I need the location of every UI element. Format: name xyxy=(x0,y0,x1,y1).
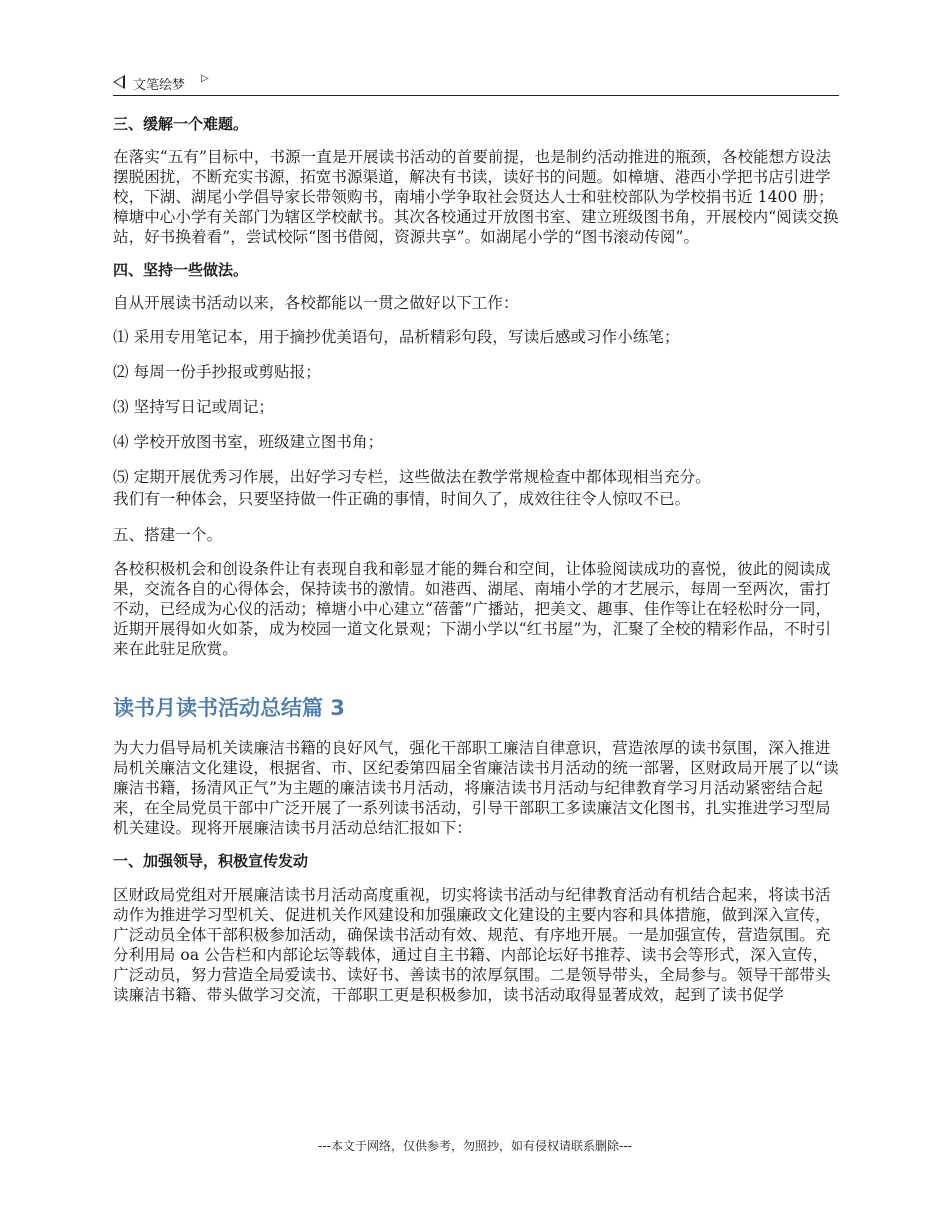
paragraph: 各校积极机会和创设条件让有表现自我和彰显才能的舞台和空间，让体验阅读成功的喜悦，彼此的阅读成果，交流各自的心得体会，保持读书的激情。如港西、湖尾、南埔小学的才艺展示，每周一至两次，雷打不动，已经成为心仪的活动；樟塘小中心建立“蓓蕾”广播站，把美文、趣事、佳作等让在轻松时分一同，近期开展得如火如荼，成为校园一道文化景观；下湖小学以“红书屋”为，汇聚了全校的精彩作品，不时引来在此驻足欣赏。 xyxy=(113,560,832,658)
section-heading-4: 四、坚持一些做法。 xyxy=(113,261,249,279)
triangle-left-icon xyxy=(113,75,125,89)
list-item: ⑴ 采用专用笔记本，用于摘抄优美语句，品析精彩句段，写读后感或习作小练笔； xyxy=(113,328,680,346)
list-item: ⑵ 每周一份手抄报或剪贴报； xyxy=(113,363,321,381)
triangle-right-icon: ▷ xyxy=(201,73,209,84)
header-rule xyxy=(113,95,839,96)
paragraph: 区财政局党组对开展廉洁读书月活动高度重视，切实将读书活动与纪律教育活动有机结合起来，将读书活动作为推进学习型机关、促进机关作风建设和加强廉政文化建设的主要内容和具体措施，做到深入宣传，广泛动员全体干部积极参加活动，确保读书活动有效、规范、有序地开展。一是加强宣传，营造氛围。充分利用局 oa 公告栏和内部论坛等载体，通过自主书籍、内部论坛好书推荐、读书会等形式，深入宣传，广泛动员，努力营造全局爱读书、读好书、善读书的浓厚氛围。二是领导带头，全局参与。领导干部带头读廉洁书籍、带头做学习交流，干部职工更是积极参加，读书活动取得显著成效，起到了读书促学 xyxy=(113,886,831,1004)
article-heading-1: 一、加强领导，积极宣传发动 xyxy=(113,852,309,870)
section-heading-5: 五、搭建一个。 xyxy=(113,526,223,544)
list-item: ⑷ 学校开放图书室，班级建立图书角； xyxy=(113,433,384,451)
article-title: 读书月读书活动总结篇 3 xyxy=(113,696,345,720)
document-body xyxy=(113,114,843,1005)
page-footer: ---本文于网络，仅供参考，勿照抄，如有侵权请联系删除--- xyxy=(318,1139,632,1153)
paragraph: 为大力倡导局机关读廉洁书籍的良好风气，强化干部职工廉洁自律意识，营造浓厚的读书氛围，深入推进局机关廉洁文化建设，根据省、市、区纪委第四届全省廉洁读书月活动的统一部署，区财政局开展了以“读廉洁书籍，扬清风正气”为主题的廉洁读书月活动，将廉洁读书月活动与纪律教育学习月活动紧密结合起来，在全局党员干部中广泛开展了一系列读书活动，引导干部职工多读廉洁文化图书，扎实推进学习型局机关建设。现将开展廉洁读书月活动总结汇报如下： xyxy=(113,739,839,837)
section-heading-3: 三、缓解一个难题。 xyxy=(113,115,249,133)
paragraph: 自从开展读书活动以来，各校都能以一贯之做好以下工作： xyxy=(113,294,519,312)
paragraph: 在落实“五有”目标中，书源一直是开展读书活动的首要前提，也是制约活动推进的瓶颈，各校能想方设法摆脱困扰，不断充实书源，拓宽书源渠道，解决有书读，读好书的问题。如樟塘、港西小学把书店引进学校，下湖、湖尾小学倡导家长带领购书，南埔小学争取社会贤达人士和驻校部队为学校捐书近 1400 册；樟塘中心小学有关部门为辖区学校献书。其次各校通过开放图书室、建立班级图书角，开展校内“阅读交换站，好书换着看”，尝试校际“图书借阅，资源共享”。如湖尾小学的“图书滚动传阅”。 xyxy=(113,148,839,246)
list-item: ⑸ 定期开展优秀习作展，出好学习专栏，这些做法在教学常规检查中都体现相当充分。 xyxy=(113,468,711,486)
page-header xyxy=(113,72,839,94)
paragraph: 我们有一种体会，只要坚持做一件正确的事情，时间久了，成效往往令人惊叹不已。 xyxy=(113,490,691,508)
header-title: 文笔绘梦 xyxy=(133,78,186,93)
list-item: ⑶ 坚持写日记或周记； xyxy=(113,398,275,416)
